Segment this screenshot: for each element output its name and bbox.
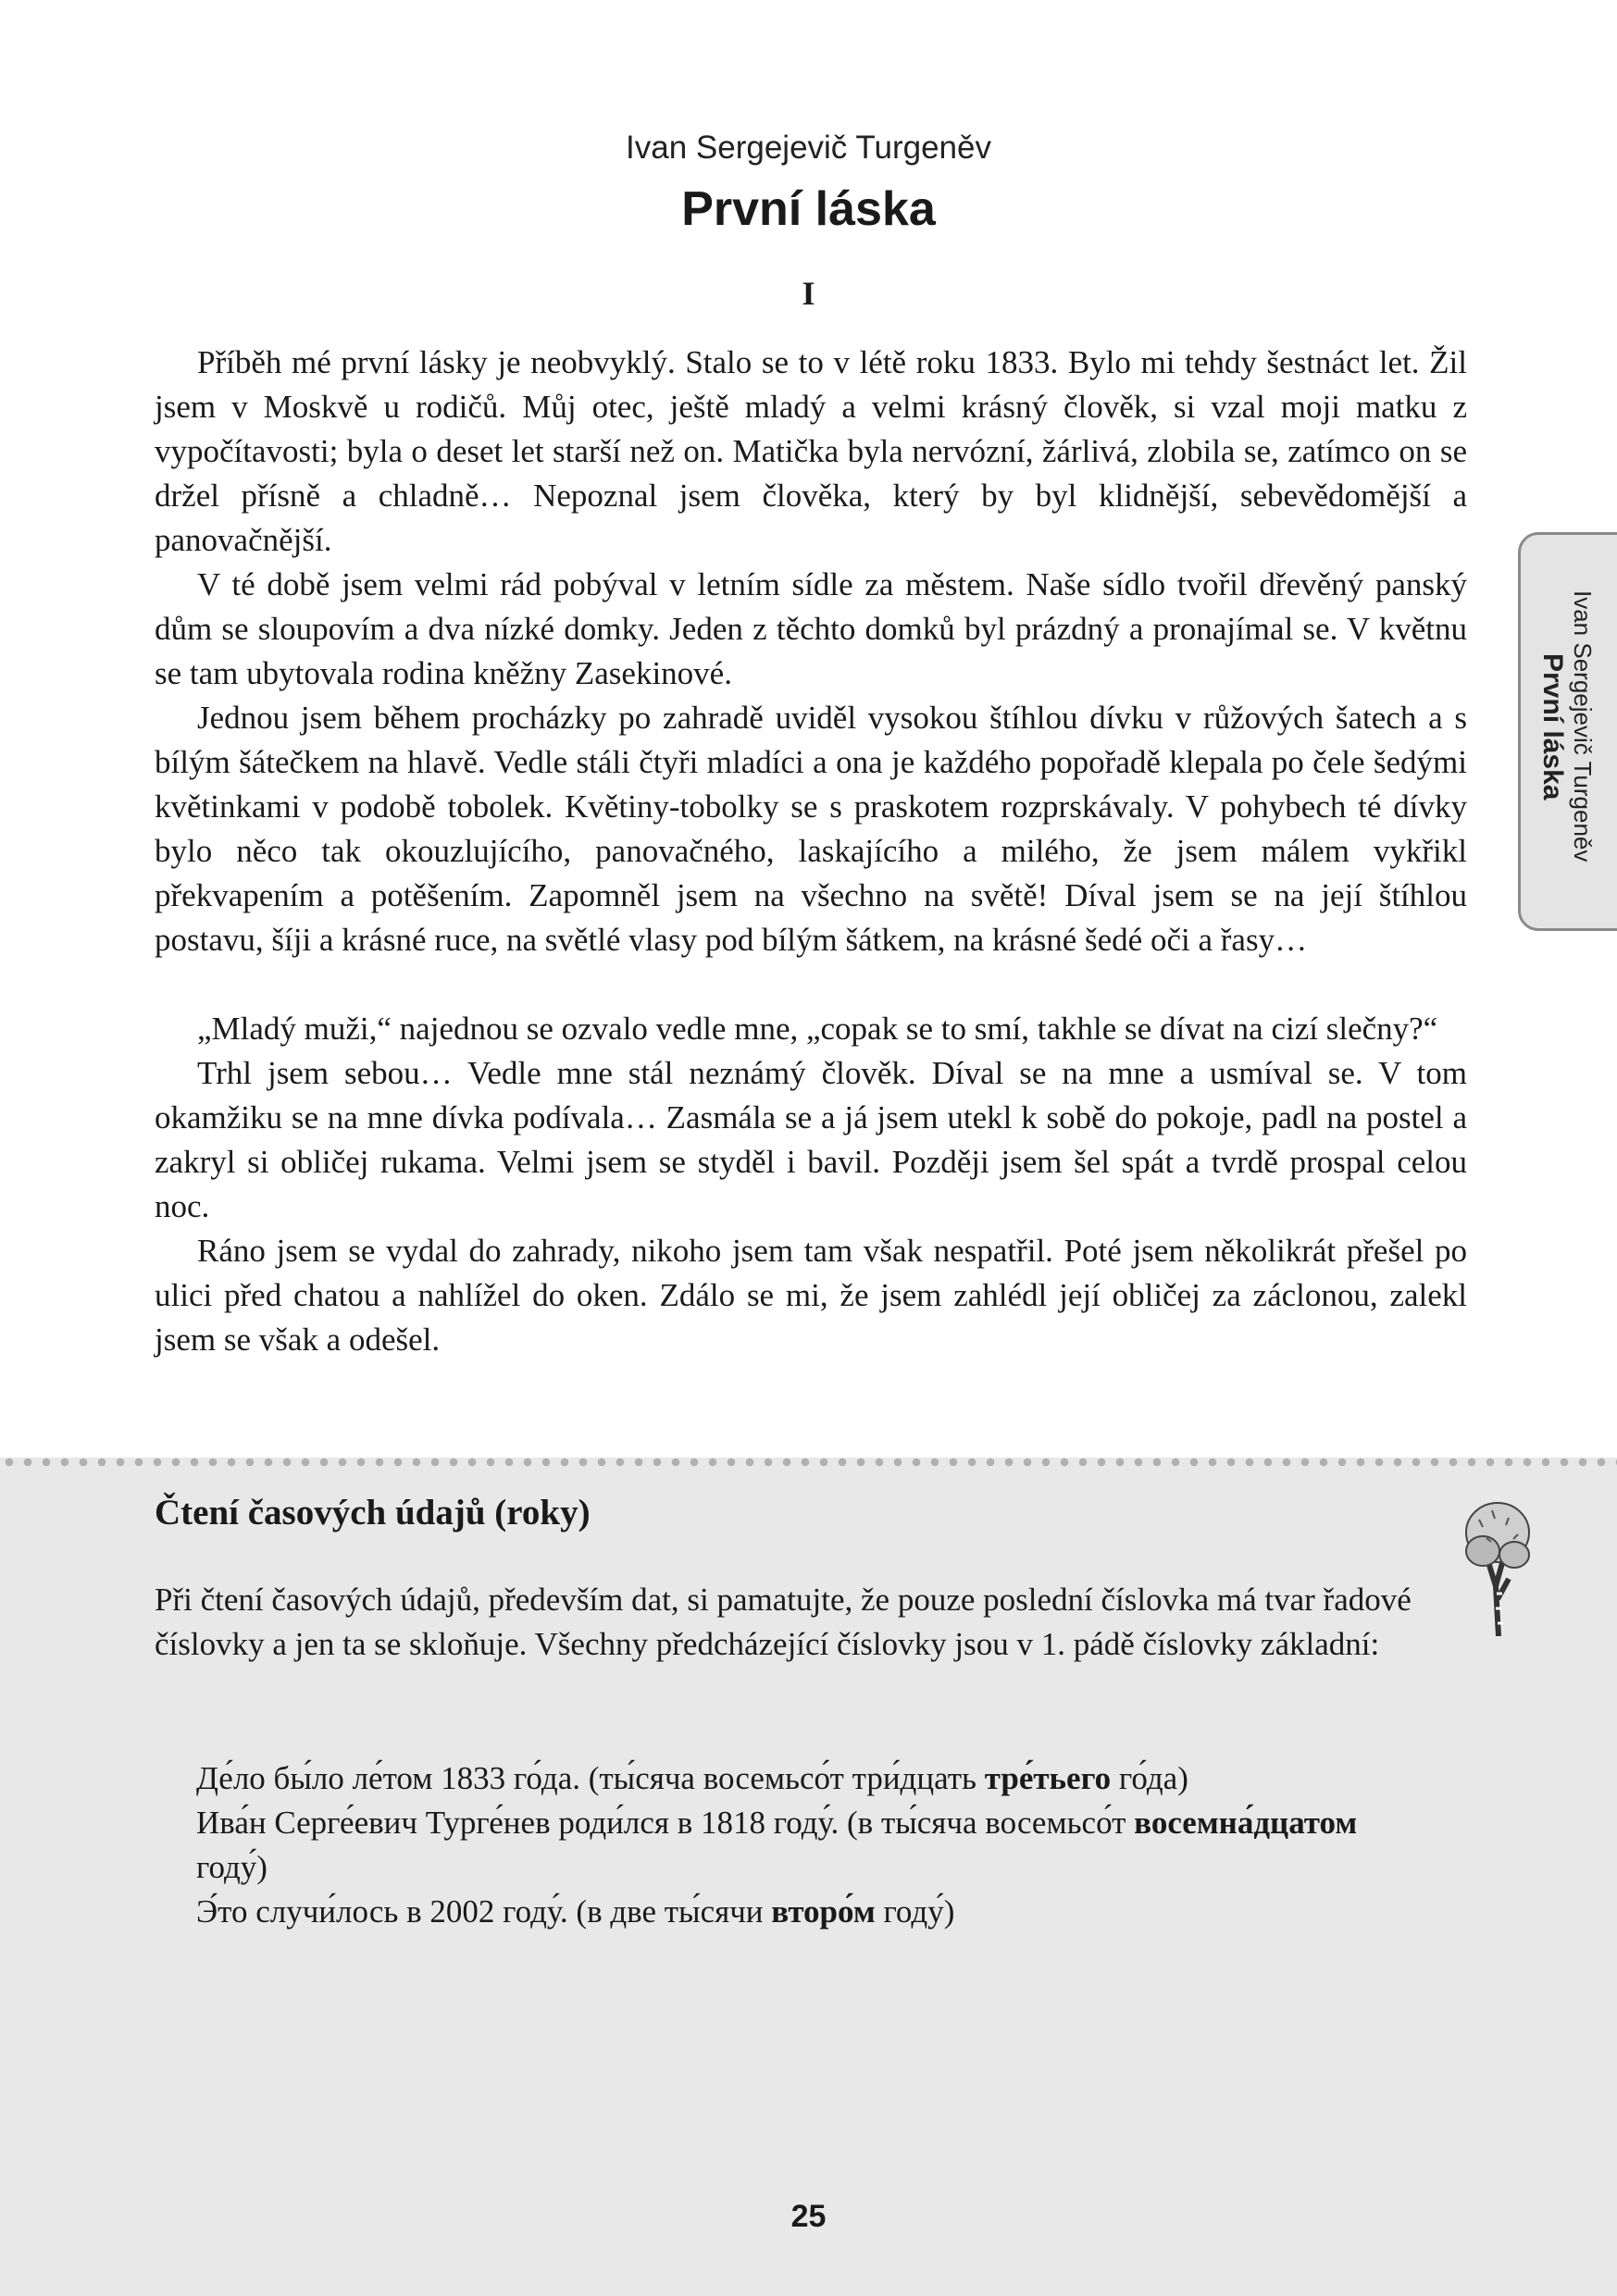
story-paragraph: Trhl jsem sebou… Vedle mne stál neznámý člověk. Díval se na mne a usmíval se. V tom okamžiku se na mne dívka podívala… Zasmála se a já jsem utekl k sobě do pokoje, padl na postel a zakryl si obličej rukama. Velmi jsem se styděl i bavil. Později jsem šel spát a tvrdě prospal celou noc. <box>155 1055 1467 1224</box>
dotted-divider <box>0 1458 1617 1467</box>
example-sentence <box>196 1890 1399 1934</box>
example-text: году́) <box>875 1893 955 1930</box>
russian-examples <box>196 1756 1399 1934</box>
side-tab-author: Ivan Sergejevič Turgeněv <box>1569 590 1597 863</box>
example-text: го́да) <box>1111 1760 1188 1796</box>
chapter-number: I <box>802 275 815 312</box>
page-number: 25 <box>790 2199 827 2234</box>
side-tab-title: První láska <box>1537 652 1568 800</box>
example-text: году́) <box>196 1849 267 1885</box>
example-bold-word: второ́м <box>771 1893 876 1930</box>
story-paragraph: Ráno jsem se vydal do zahrady, nikoho jsem tam však nespatřil. Poté jsem několikrát přešel po ulici před chatou a nahlížel do oken. Zdálo se mi, že jsem zahlédl její obličej za záclonou, zalekl jsem se však a odešel. <box>155 1233 1467 1358</box>
example-text: Де́ло бы́ло ле́том 1833 го́да. (ты́сяча восемьсо́т три́дцать <box>196 1760 985 1796</box>
info-box-heading: Čtení časových údajů (roky) <box>155 1493 591 1533</box>
story-paragraph: V té době jsem velmi rád pobýval v letním sídle za městem. Naše sídlo tvořil dřevěný panský dům se sloupovím a dva nízké domky. Jeden z těchto domků byl prázdný a pronajímal se. V květnu se tam ubytovala rodina kněžny Zasekinové. <box>155 566 1467 691</box>
book-author: Ivan Sergejevič Turgeněv <box>626 130 991 166</box>
side-tab-label <box>1523 541 1597 912</box>
example-text: Ива́н Серге́евич Турге́нев роди́лся в 1818 году́. (в ты́сяча восемьсо́т <box>196 1805 1135 1841</box>
story-paragraph: „Mladý muži,“ najednou se ozvalo vedle mne, „copak se to smí, takhle se dívat na cizí slečny?“ <box>197 1011 1438 1047</box>
story-paragraph: Jednou jsem během procházky po zahradě uviděl vysokou štíhlou dívku v růžových šatech a s bílým šátečkem na hlavě. Vedle stáli čtyři mladíci a ona je každého popořadě klepala po čele šedými květinkami v podobě tobolek. Květiny-tobolky se s praskotem rozprskávaly. V pohybech té dívky bylo něco tak okouzlujícího, panovačného, laskajícího a milého, že jsem málem vykřikl překvapením a potěšením. Zapomněl jsem na všechno na světě! Díval jsem se na její štíhlou postavu, šíji a krásné ruce, na světlé vlasy pod bílým šátkem, na krásné šedé oči a řasy… <box>155 700 1467 958</box>
example-bold-word: восемна́дцатом <box>1134 1805 1358 1841</box>
story-paragraph: Příběh mé první lásky je neobvyklý. Stalo se to v létě roku 1833. Bylo mi tehdy šestnáct let. Žil jsem v Moskvě u rodičů. Můj otec, ještě mladý a velmi krásný člověk, si vzal moji matku z vypočítavosti; byla o deset let starší než on. Matička byla nervózní, žárlivá, zlobila se, zatímco on se držel přísně a chladně… Nepoznal jsem člověka, který by byl klidnější, sebevědomější a panovačnější. <box>155 344 1467 558</box>
example-sentence <box>196 1756 1399 1801</box>
info-box-text: Při čtení časových údajů, především dat, si pamatujte, že pouze poslední číslovka má tvar řadové číslovky a jen ta se skloňuje. Všechny předcházející číslovky jsou v 1. pádě číslovky základní: <box>155 1582 1412 1662</box>
example-text: Э́то случи́лось в 2002 году́. (в две ты́сячи <box>196 1893 772 1930</box>
birch-tree-icon <box>1461 1497 1536 1636</box>
page-title: První láska <box>681 182 936 236</box>
story-text <box>155 341 1467 1362</box>
example-bold-word: тре́тьего <box>984 1760 1112 1796</box>
example-sentence <box>196 1801 1399 1890</box>
